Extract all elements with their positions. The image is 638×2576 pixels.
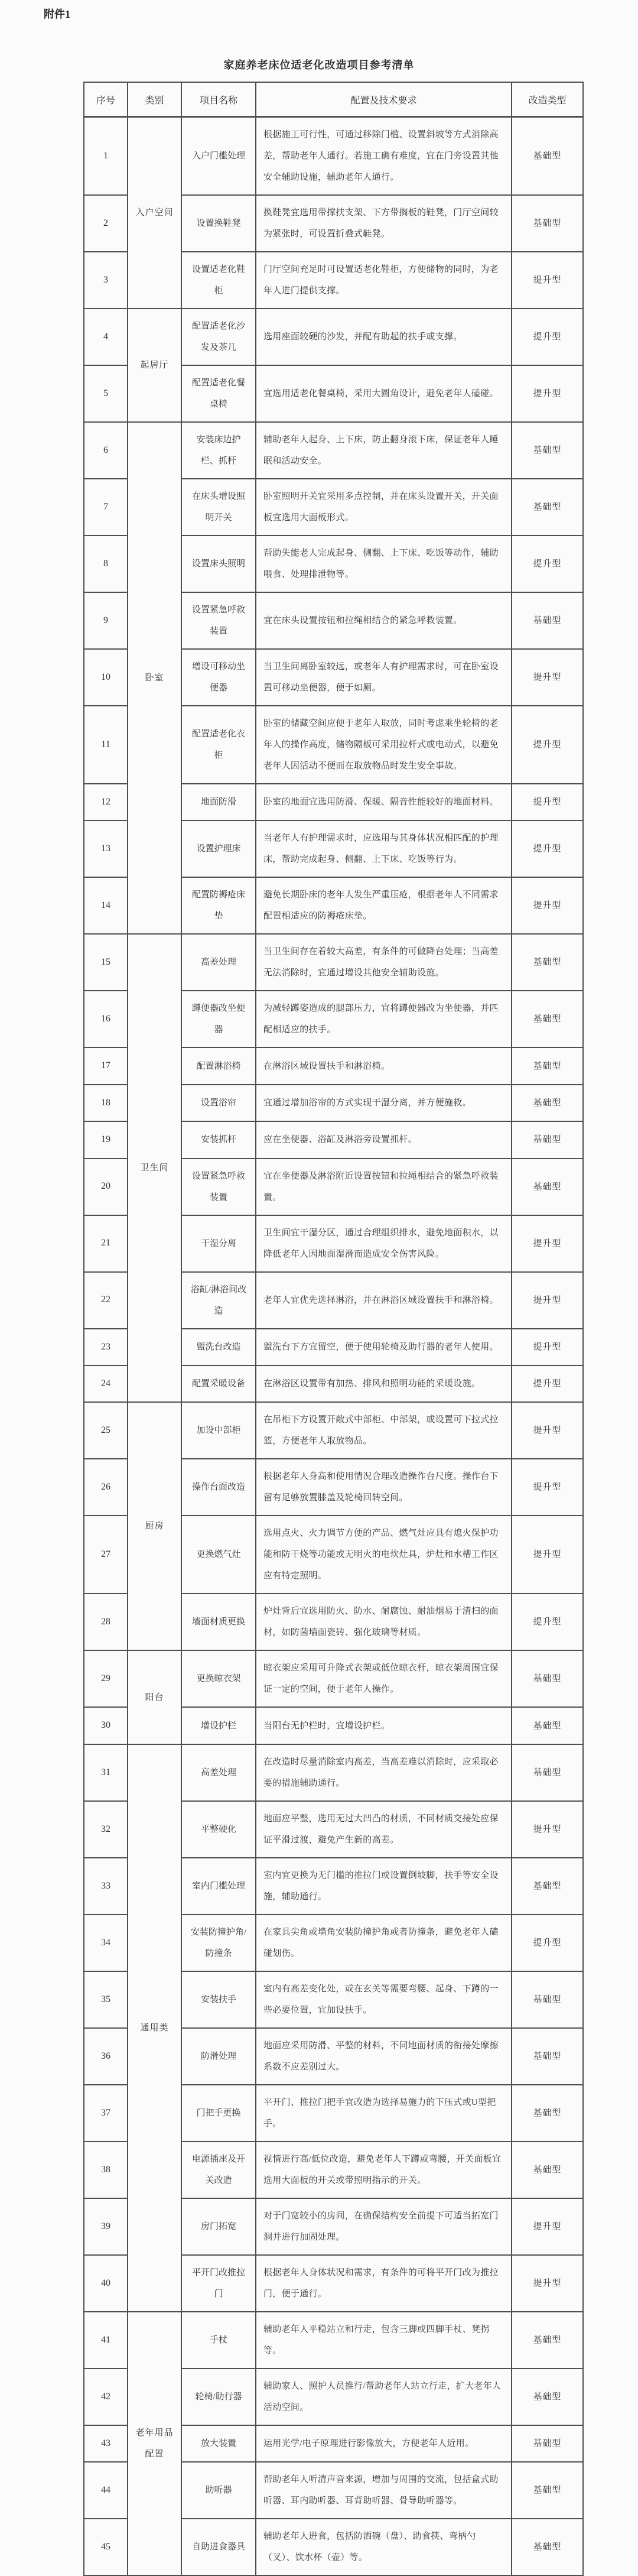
project-name-cell: 手杖	[181, 2312, 256, 2369]
project-name-cell: 高差处理	[181, 934, 256, 991]
project-name-cell: 安装抓杆	[181, 1121, 256, 1158]
requirement-cell: 当老年人有护理需求时，应选用与其身体状况相匹配的护理床，帮助完成起身、侧翻、上下床、吃饭等行为。	[256, 820, 512, 877]
requirement-cell: 辅助老年人进食，包括防洒碗（盘）、助食筷、弯柄勺（叉）、饮水杯（壶）等。	[256, 2519, 512, 2575]
serial-number-cell: 24	[84, 1365, 128, 1402]
project-name-cell: 设置护理床	[181, 820, 256, 877]
renovation-type-cell: 提升型	[512, 1801, 583, 1858]
project-name-cell: 平整硬化	[181, 1801, 256, 1858]
requirement-cell: 在家具尖角或墙角安装防撞护角或者防撞条，避免老年人磕碰划伤。	[256, 1915, 512, 1971]
serial-number-cell: 14	[84, 877, 128, 934]
renovation-type-cell: 提升型	[512, 365, 583, 422]
requirement-cell: 根据老年人身高和使用情况合理改造操作台尺度。操作台下留有足够放置膝盖及轮椅回转空间。	[256, 1459, 512, 1516]
requirement-cell: 辅助老年人平稳站立和行走，包含三脚或四脚手杖、凳拐等。	[256, 2312, 512, 2369]
renovation-type-cell: 基础型	[512, 934, 583, 991]
renovation-type-cell: 基础型	[512, 1085, 583, 1121]
table-row	[84, 1650, 583, 1707]
requirement-cell: 卧室的储藏空间应便于老年人取放，同时考虑乘坐轮椅的老年人的操作高度，储物隔板可采用拉杆式或电动式，以避免老年人因活动不便而在取放物品时发生安全事故。	[256, 706, 512, 784]
requirement-cell: 老年人宜优先选择淋浴，并在淋浴区域设置扶手和淋浴椅。	[256, 1272, 512, 1329]
project-name-cell: 安装防撞护角/防撞条	[181, 1915, 256, 1971]
renovation-type-cell: 提升型	[512, 820, 583, 877]
requirement-cell: 晾衣架应采用可升降式衣架或低位晾衣杆，晾衣架周围宜保证一定的空间，便于老年人操作。	[256, 1650, 512, 1707]
project-name-cell: 配置防褥疮床垫	[181, 877, 256, 934]
serial-number-cell: 30	[84, 1707, 128, 1744]
project-name-cell: 地面防滑	[181, 784, 256, 820]
project-name-cell: 配置适老化衣柜	[181, 706, 256, 784]
renovation-type-cell: 提升型	[512, 1272, 583, 1329]
project-name-cell: 设置床头照明	[181, 536, 256, 592]
category-cell: 入户空间	[128, 117, 181, 309]
renovation-type-cell: 基础型	[512, 2425, 583, 2462]
requirement-cell: 辅助家人、照护人员推行/帮助老年人站立行走，扩大老年人活动空间。	[256, 2369, 512, 2425]
requirement-cell: 宜在坐便器及淋浴附近设置按钮和拉绳相结合的紧急呼救装置。	[256, 1159, 512, 1215]
project-name-cell: 安装扶手	[181, 1971, 256, 2028]
project-name-cell: 干湿分离	[181, 1215, 256, 1272]
serial-number-cell: 38	[84, 2142, 128, 2198]
renovation-type-cell: 提升型	[512, 309, 583, 365]
renovation-type-cell: 基础型	[512, 479, 583, 536]
serial-number-cell: 18	[84, 1085, 128, 1121]
renovation-type-cell: 提升型	[512, 1215, 583, 1272]
serial-number-cell: 29	[84, 1650, 128, 1707]
project-name-cell: 浴缸/淋浴间改造	[181, 1272, 256, 1329]
serial-number-cell: 15	[84, 934, 128, 991]
serial-number-cell: 33	[84, 1858, 128, 1915]
category-cell: 通用类	[128, 1744, 181, 2312]
category-cell: 老年用品配置	[128, 2312, 181, 2575]
renovation-type-cell: 基础型	[512, 1858, 583, 1915]
renovation-type-cell: 基础型	[512, 1650, 583, 1707]
serial-number-cell: 45	[84, 2519, 128, 2575]
serial-number-cell: 37	[84, 2085, 128, 2142]
requirement-cell: 对于门宽较小的房间，在确保结构安全前提下可适当拓宽门洞并进行加固处理。	[256, 2198, 512, 2255]
requirement-cell: 运用光学/电子原理进行影像放大，方便老年人近用。	[256, 2425, 512, 2462]
serial-number-cell: 17	[84, 1047, 128, 1084]
serial-number-cell: 21	[84, 1215, 128, 1272]
serial-number-cell: 3	[84, 252, 128, 309]
requirement-cell: 应在坐便器、浴缸及淋浴旁设置抓杆。	[256, 1121, 512, 1158]
renovation-type-cell: 基础型	[512, 2085, 583, 2142]
requirement-cell: 平开门、推拉门把手宜改造为选择易施力的下压式或U型把手。	[256, 2085, 512, 2142]
requirement-cell: 为减轻蹲姿造成的腿部压力，宜将蹲便器改为坐便器，并匹配相适应的扶手。	[256, 991, 512, 1047]
serial-number-cell: 13	[84, 820, 128, 877]
serial-number-cell: 34	[84, 1915, 128, 1971]
serial-number-cell: 8	[84, 536, 128, 592]
project-name-cell: 在床头增设照明开关	[181, 479, 256, 536]
serial-number-cell: 12	[84, 784, 128, 820]
serial-number-cell: 5	[84, 365, 128, 422]
requirement-cell: 在淋浴区域设置扶手和淋浴椅。	[256, 1047, 512, 1084]
category-cell: 阳台	[128, 1650, 181, 1744]
table-header	[84, 82, 583, 117]
project-name-cell: 设置紧急呼救装置	[181, 1159, 256, 1215]
table-row	[84, 1744, 583, 1801]
project-name-cell: 高差处理	[181, 1744, 256, 1801]
table-row	[84, 2312, 583, 2369]
requirement-cell: 视情进行高/低位改造，避免老年人下蹲或弯腰，开关面板宜选用大面板的开关或带照明指示的开关。	[256, 2142, 512, 2198]
category-cell: 卧室	[128, 422, 181, 934]
renovation-type-cell: 基础型	[512, 2369, 583, 2425]
serial-number-cell: 9	[84, 592, 128, 649]
requirement-cell: 宜在床头设置按钮和拉绳相结合的紧急呼救装置。	[256, 592, 512, 649]
header-requirements: 配置及技术要求	[256, 82, 512, 117]
header-renovation-type: 改造类型	[512, 82, 583, 117]
renovation-type-cell: 基础型	[512, 1047, 583, 1084]
renovation-type-cell: 基础型	[512, 2312, 583, 2369]
project-name-cell: 更换燃气灶	[181, 1516, 256, 1594]
project-name-cell: 设置紧急呼救装置	[181, 592, 256, 649]
renovation-type-cell: 基础型	[512, 2519, 583, 2575]
renovation-type-cell: 提升型	[512, 877, 583, 934]
renovation-type-cell: 提升型	[512, 1402, 583, 1459]
serial-number-cell: 10	[84, 649, 128, 706]
serial-number-cell: 25	[84, 1402, 128, 1459]
project-name-cell: 自助进食器具	[181, 2519, 256, 2575]
serial-number-cell: 20	[84, 1159, 128, 1215]
requirement-cell: 帮助失能老人完成起身、侧翻、上下床、吃饭等动作，辅助喂食、处理排泄物等。	[256, 536, 512, 592]
project-name-cell: 增设护栏	[181, 1707, 256, 1744]
renovation-type-cell: 提升型	[512, 1459, 583, 1516]
renovation-type-cell: 提升型	[512, 2198, 583, 2255]
renovation-type-cell: 基础型	[512, 195, 583, 252]
project-name-cell: 墙面材质更换	[181, 1594, 256, 1650]
requirement-cell: 避免长期卧床的老年人发生严重压疮，根据老年人不同需求配置相适应的防褥疮床垫。	[256, 877, 512, 934]
project-name-cell: 盥洗台改造	[181, 1329, 256, 1365]
requirement-cell: 室内有高差变化处，或在玄关等需要弯腰、起身、下蹲的一些必要位置，宜加设扶手。	[256, 1971, 512, 2028]
project-name-cell: 放大装置	[181, 2425, 256, 2462]
renovation-type-cell: 基础型	[512, 991, 583, 1047]
renovation-type-cell: 提升型	[512, 649, 583, 706]
requirement-cell: 当卫生间离卧室较远，或老年人有护理需求时，可在卧室设置可移动坐便器，便于如厕。	[256, 649, 512, 706]
serial-number-cell: 41	[84, 2312, 128, 2369]
serial-number-cell: 11	[84, 706, 128, 784]
renovation-type-cell: 基础型	[512, 117, 583, 196]
renovation-type-cell: 基础型	[512, 1159, 583, 1215]
requirement-cell: 当卫生间存在着较大高差，有条件的可做降台处理；当高差无法消除时，宜通过增设其他安全辅助设施。	[256, 934, 512, 991]
renovation-type-cell: 基础型	[512, 1744, 583, 1801]
attachment-label: 附件1	[44, 8, 70, 20]
renovation-type-cell: 基础型	[512, 1707, 583, 1744]
renovation-type-cell: 提升型	[512, 1365, 583, 1402]
renovation-type-cell: 基础型	[512, 422, 583, 479]
requirement-cell: 在淋浴区设置带有加热、排风和照明功能的采暖设施。	[256, 1365, 512, 1402]
table-header-row	[84, 82, 583, 117]
requirement-cell: 门厅空间充足时可设置适老化鞋柜，方便储物的同时，为老年人进门提供支撑。	[256, 252, 512, 309]
project-name-cell: 蹲便器改坐便器	[181, 991, 256, 1047]
serial-number-cell: 22	[84, 1272, 128, 1329]
project-name-cell: 设置浴帘	[181, 1085, 256, 1121]
header-category: 类别	[128, 82, 181, 117]
serial-number-cell: 6	[84, 422, 128, 479]
serial-number-cell: 40	[84, 2255, 128, 2312]
renovation-type-cell: 提升型	[512, 784, 583, 820]
renovation-type-cell: 提升型	[512, 1329, 583, 1365]
category-cell: 卫生间	[128, 934, 181, 1402]
requirement-cell: 选用点火、火力调节方便的产品、燃气灶应具有熄火保护功能和防干烧等功能或无明火的电炊灶具，炉灶和水槽工作区应有特定照明。	[256, 1516, 512, 1594]
requirement-cell: 在改造时尽量消除室内高差，当高差难以消除时，应采取必要的措施辅助通行。	[256, 1744, 512, 1801]
serial-number-cell: 42	[84, 2369, 128, 2425]
project-name-cell: 安装床边护栏、抓杆	[181, 422, 256, 479]
table-body	[84, 117, 583, 2576]
serial-number-cell: 27	[84, 1516, 128, 1594]
serial-number-cell: 39	[84, 2198, 128, 2255]
category-cell: 厨房	[128, 1402, 181, 1650]
project-name-cell: 配置适老化沙发及茶几	[181, 309, 256, 365]
serial-number-cell: 4	[84, 309, 128, 365]
table-row	[84, 1402, 583, 1459]
project-name-cell: 电源插座及开关改造	[181, 2142, 256, 2198]
project-table	[83, 82, 584, 2576]
header-project-name: 项目名称	[181, 82, 256, 117]
renovation-type-cell: 提升型	[512, 252, 583, 309]
requirement-cell: 炉灶背后宜选用防火、防水、耐腐蚀、耐油烟易于清扫的面材，如防菌墙面瓷砖、强化玻璃等材质。	[256, 1594, 512, 1650]
table-row	[84, 309, 583, 365]
table-row	[84, 934, 583, 991]
serial-number-cell: 35	[84, 1971, 128, 2028]
serial-number-cell: 2	[84, 195, 128, 252]
serial-number-cell: 36	[84, 2028, 128, 2085]
page-title: 家庭养老床位适老化改造项目参考清单	[223, 59, 415, 71]
renovation-type-cell: 提升型	[512, 1594, 583, 1650]
project-name-cell: 助听器	[181, 2462, 256, 2519]
serial-number-cell: 23	[84, 1329, 128, 1365]
requirement-cell: 在吊柜下方设置开敞式中部柜、中部架，或设置可下拉式拉篮，方便老年人取放物品。	[256, 1402, 512, 1459]
serial-number-cell: 32	[84, 1801, 128, 1858]
requirement-cell: 卫生间宜干湿分区，通过合理组织排水，避免地面积水，以降低老年人因地面湿滑而造成安全伤害风险。	[256, 1215, 512, 1272]
requirement-cell: 辅助老年人起身、上下床，防止翻身滚下床，保证老年人睡眠和活动安全。	[256, 422, 512, 479]
requirement-cell: 室内宜更换为无门槛的推拉门或设置倒坡脚，扶手等安全设施，辅助通行。	[256, 1858, 512, 1915]
project-name-cell: 增设可移动坐便器	[181, 649, 256, 706]
serial-number-cell: 28	[84, 1594, 128, 1650]
serial-number-cell: 19	[84, 1121, 128, 1158]
project-name-cell: 设置适老化鞋柜	[181, 252, 256, 309]
requirement-cell: 根据老年人身体状况和需求，有条件的可将平开门改为推拉门，便于通行。	[256, 2255, 512, 2312]
renovation-type-cell: 提升型	[512, 2255, 583, 2312]
table-row	[84, 422, 583, 479]
project-name-cell: 更换晾衣架	[181, 1650, 256, 1707]
renovation-type-cell: 基础型	[512, 2028, 583, 2085]
renovation-type-cell: 提升型	[512, 1915, 583, 1971]
project-name-cell: 室内门槛处理	[181, 1858, 256, 1915]
table-row	[84, 117, 583, 196]
project-name-cell: 轮椅/助行器	[181, 2369, 256, 2425]
serial-number-cell: 44	[84, 2462, 128, 2519]
requirement-cell: 帮助老年人听清声音来源，增加与周围的交流，包括盒式助听器、耳内助听器、耳背助听器、骨导助听器等。	[256, 2462, 512, 2519]
header-serial-number: 序号	[84, 82, 128, 117]
renovation-type-cell: 提升型	[512, 536, 583, 592]
serial-number-cell: 7	[84, 479, 128, 536]
project-name-cell: 房门拓宽	[181, 2198, 256, 2255]
project-name-cell: 配置采暖设备	[181, 1365, 256, 1402]
project-name-cell: 防滑处理	[181, 2028, 256, 2085]
requirement-cell: 地面应平整，选用无过大凹凸的材质，不同材质交接处应保证平滑过渡，避免产生新的高差。	[256, 1801, 512, 1858]
requirement-cell: 当阳台无护栏时，宜增设护栏。	[256, 1707, 512, 1744]
renovation-type-cell: 基础型	[512, 1121, 583, 1158]
project-name-cell: 配置适老化餐桌椅	[181, 365, 256, 422]
requirement-cell: 卧室照明开关宜采用多点控制，并在床头设置开关，开关面板宜选用大面板形式。	[256, 479, 512, 536]
requirement-cell: 根据施工可行性，可通过移除门槛、设置斜坡等方式消除高差，帮助老年人通行。若施工确有难度，宜在门旁设置其他安全辅助设施，辅助老年人通行。	[256, 117, 512, 196]
renovation-type-cell: 提升型	[512, 706, 583, 784]
requirement-cell: 宜通过增加浴帘的方式实现干湿分离，并方便施救。	[256, 1085, 512, 1121]
renovation-type-cell: 基础型	[512, 2462, 583, 2519]
serial-number-cell: 16	[84, 991, 128, 1047]
requirement-cell: 地面应采用防滑、平整的材料，不同地面材质的衔接处摩擦系数不应差别过大。	[256, 2028, 512, 2085]
renovation-type-cell: 基础型	[512, 592, 583, 649]
project-name-cell: 设置换鞋凳	[181, 195, 256, 252]
renovation-type-cell: 提升型	[512, 1516, 583, 1594]
renovation-type-cell: 基础型	[512, 2142, 583, 2198]
serial-number-cell: 1	[84, 117, 128, 196]
renovation-type-cell: 基础型	[512, 1971, 583, 2028]
requirement-cell: 卧室的地面宜选用防滑、保暖、隔音性能较好的地面材料。	[256, 784, 512, 820]
requirement-cell: 选用座面较硬的沙发，并配有助起的扶手或支撑。	[256, 309, 512, 365]
category-cell: 起居厅	[128, 309, 181, 422]
project-name-cell: 入户门槛处理	[181, 117, 256, 196]
requirement-cell: 宜选用适老化餐桌椅，采用大圆角设计，避免老年人磕碰。	[256, 365, 512, 422]
requirement-cell: 换鞋凳宜选用带撑扶支架、下方带搁板的鞋凳，门厅空间较为紧张时，可设置折叠式鞋凳。	[256, 195, 512, 252]
project-name-cell: 门把手更换	[181, 2085, 256, 2142]
serial-number-cell: 43	[84, 2425, 128, 2462]
serial-number-cell: 26	[84, 1459, 128, 1516]
project-name-cell: 操作台面改造	[181, 1459, 256, 1516]
project-name-cell: 配置淋浴椅	[181, 1047, 256, 1084]
project-name-cell: 加设中部柜	[181, 1402, 256, 1459]
project-name-cell: 平开门改推拉门	[181, 2255, 256, 2312]
serial-number-cell: 31	[84, 1744, 128, 1801]
requirement-cell: 盥洗台下方宜留空，便于使用轮椅及助行器的老年人使用。	[256, 1329, 512, 1365]
